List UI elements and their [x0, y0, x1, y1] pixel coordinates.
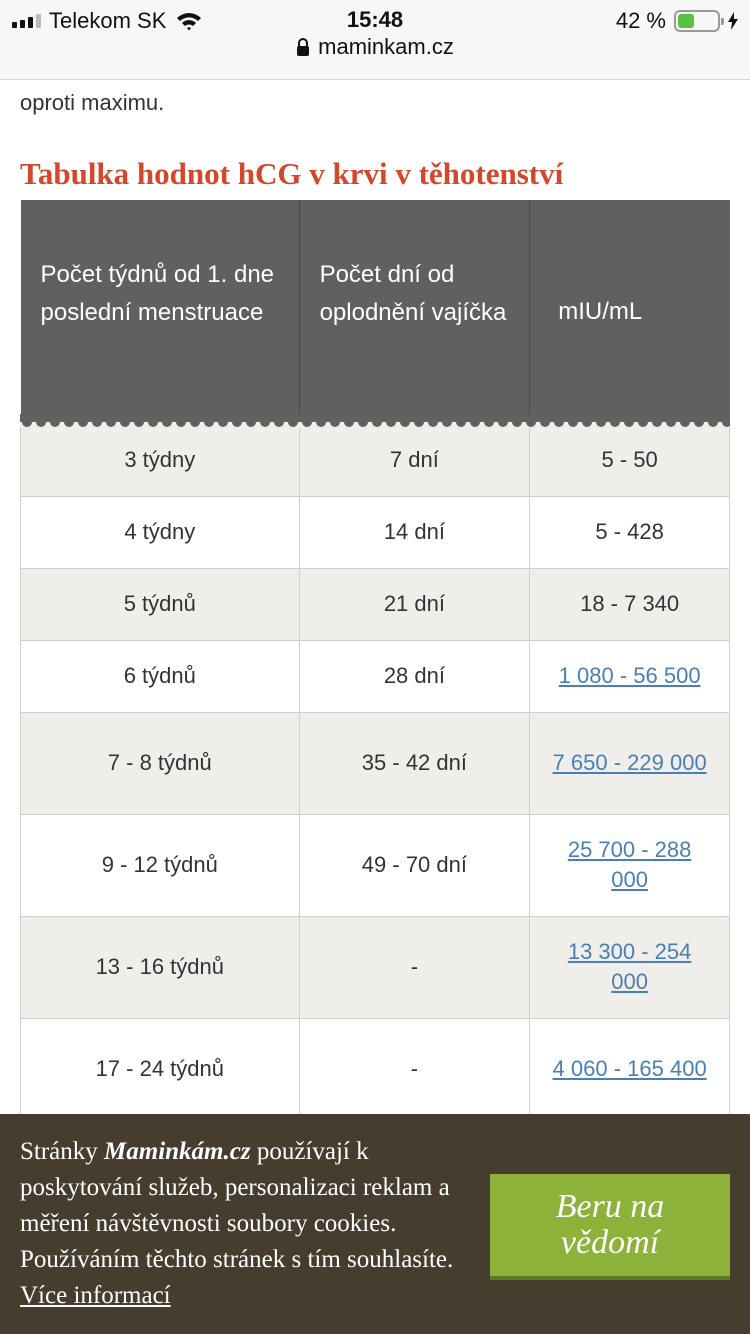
table-row — [21, 496, 730, 568]
cell-weeks: 7 - 8 týdnů — [21, 712, 300, 814]
table-heading: Tabulka hodnot hCG v krvi v těhotenství — [20, 156, 564, 191]
address-bar[interactable] — [0, 34, 750, 60]
charging-bolt-icon — [728, 12, 738, 30]
carrier-label: Telekom SK — [49, 8, 167, 33]
cell-weeks: 13 - 16 týdnů — [21, 916, 300, 1018]
cell-days: - — [299, 916, 530, 1018]
value-link[interactable]: 25 700 - 288 000 — [567, 837, 692, 892]
cell-weeks: 6 týdnů — [21, 640, 300, 712]
status-right — [616, 8, 738, 34]
accept-cookies-button[interactable]: Beru na vědomí — [490, 1174, 730, 1280]
table-row — [21, 640, 730, 712]
cookie-text — [20, 1134, 470, 1314]
header-miu: mIU/mL — [530, 200, 730, 424]
cell-weeks: 17 - 24 týdnů — [21, 1018, 300, 1120]
cell-value: 5 - 50 — [530, 424, 730, 496]
lock-icon — [296, 38, 310, 56]
cell-days: 14 dní — [299, 496, 530, 568]
cell-days: 7 dní — [299, 424, 530, 496]
table-header-row — [21, 200, 730, 424]
table-row — [21, 712, 730, 814]
cell-weeks: 3 týdny — [21, 424, 300, 496]
header-days: Počet dní od oplodnění vajíčka — [299, 200, 530, 424]
cell-value-link — [530, 640, 730, 712]
cell-value-link — [530, 814, 730, 916]
cell-value-link — [530, 916, 730, 1018]
cell-weeks: 4 týdny — [21, 496, 300, 568]
table-row — [21, 568, 730, 640]
cell-days: - — [299, 1018, 530, 1120]
cookie-text-before: Stránky — [20, 1138, 105, 1165]
cell-value-link — [530, 712, 730, 814]
cell-value: 5 - 428 — [530, 496, 730, 568]
battery-level — [678, 14, 694, 28]
value-link[interactable]: 13 300 - 254 000 — [567, 939, 692, 994]
value-link[interactable]: 1 080 - 56 500 — [558, 663, 701, 688]
url-text: maminkam.cz — [318, 34, 454, 59]
clock: 15:48 — [346, 7, 404, 32]
table-row — [21, 814, 730, 916]
status-bar — [0, 0, 750, 80]
battery-icon — [674, 10, 720, 32]
cell-weeks: 9 - 12 týdnů — [21, 814, 300, 916]
cookie-banner — [0, 1114, 750, 1334]
cell-days: 49 - 70 dní — [299, 814, 530, 916]
cell-value-link — [530, 1018, 730, 1120]
cell-value: 18 - 7 340 — [530, 568, 730, 640]
cell-days: 35 - 42 dní — [299, 712, 530, 814]
cell-weeks: 5 týdnů — [21, 568, 300, 640]
cookie-brand: Maminkám.cz — [104, 1138, 251, 1165]
hcg-table — [20, 200, 730, 1121]
cell-days: 21 dní — [299, 568, 530, 640]
cookie-text-after: používají k poskytování služeb, personalizaci reklam a měření návštěvnosti soubory cookies. Používáním těchto stránek s tím souhlasíte. — [20, 1138, 454, 1273]
cell-days: 28 dní — [299, 640, 530, 712]
value-link[interactable]: 7 650 - 229 000 — [552, 750, 707, 775]
value-link[interactable]: 4 060 - 165 400 — [552, 1056, 707, 1081]
table-row — [21, 916, 730, 1018]
intro-text: oproti maximu. — [20, 90, 165, 115]
table-row — [21, 1018, 730, 1120]
more-info-link[interactable]: Více informací — [20, 1282, 171, 1309]
header-weeks: Počet týdnů od 1. dne poslední menstruace — [21, 200, 300, 424]
table-row — [21, 424, 730, 496]
battery-percent: 42 % — [615, 8, 666, 33]
header-scallop-edge — [20, 414, 730, 428]
